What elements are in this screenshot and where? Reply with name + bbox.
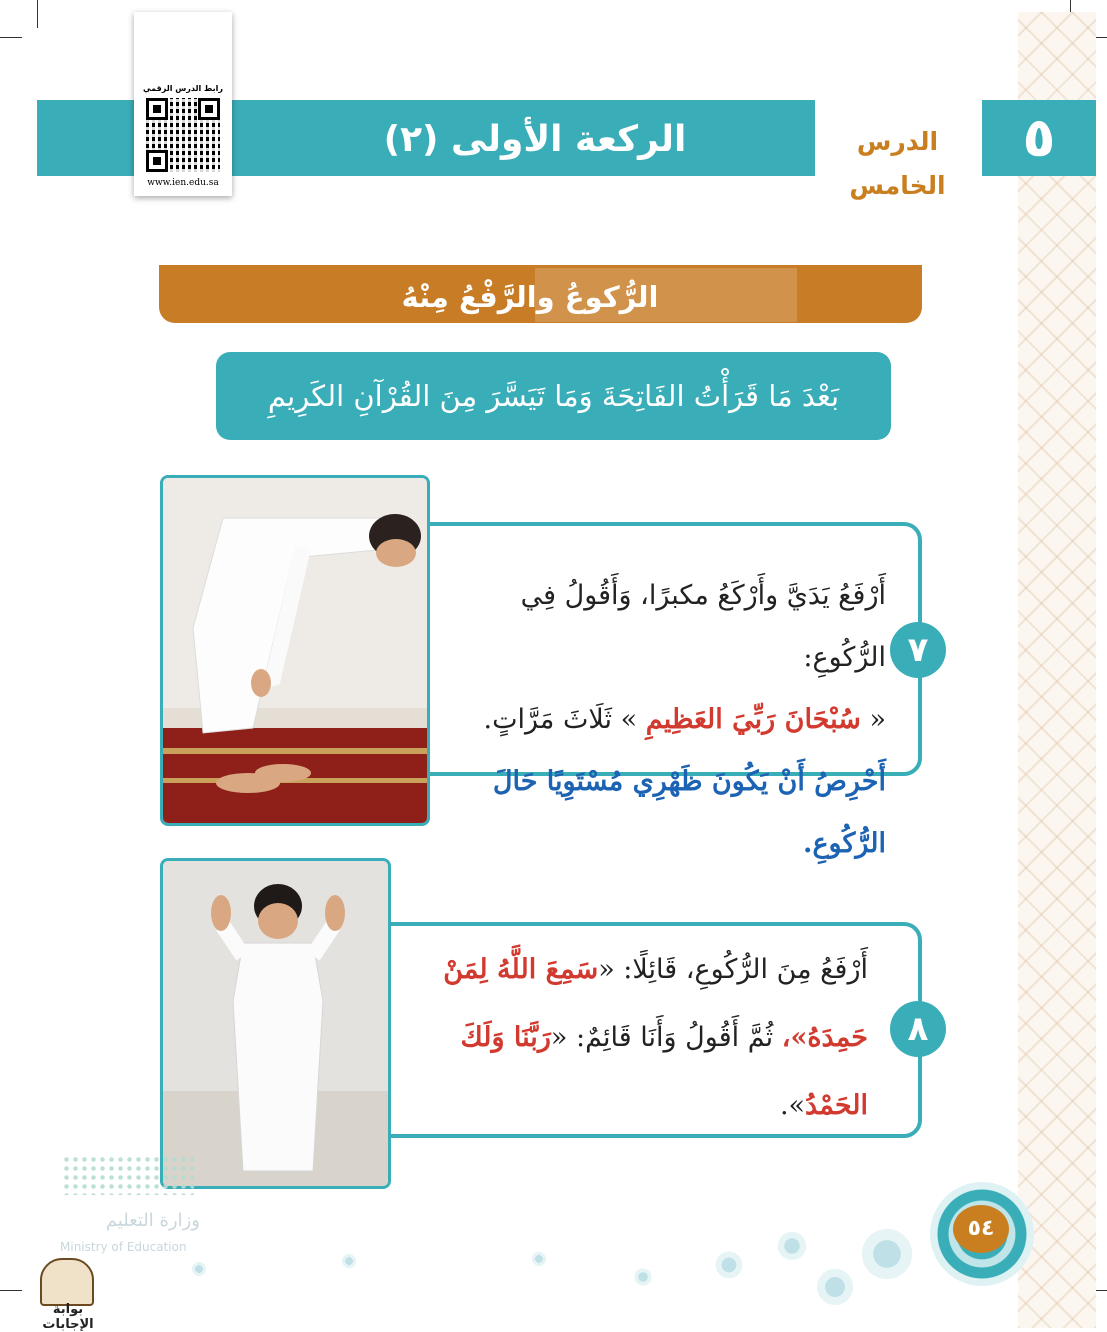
- portal-logo-icon: [40, 1258, 94, 1306]
- step-8-dhikr-2b: الحَمْدُ: [805, 1090, 868, 1121]
- step-7-line-1: أَرْفَعُ يَدَيَّ وأَرْكَعُ مكبرًا، وَأَقُولُ فِي الرُّكُوعِ:: [520, 580, 886, 673]
- portal-name: بوابة الإجابات: [42, 1302, 94, 1332]
- ministry-name-ar: وزارة التعليم: [105, 1210, 200, 1231]
- step-8-line-1-black: أَرْفَعُ مِنَ الرُّكُوعِ، قَائِلًا: «: [598, 954, 868, 985]
- crop-mark: [37, 0, 38, 28]
- step-8-line-2: [400, 1004, 868, 1072]
- standing-illustration: [163, 861, 388, 1186]
- qr-url: www.ien.edu.sa: [147, 178, 219, 188]
- ministry-logo-dots: [62, 1155, 194, 1195]
- lesson-number: ٥: [982, 100, 1096, 176]
- page-number: ٥٤: [953, 1205, 1009, 1253]
- intro-text: بَعْدَ مَا قَرَأْتُ الفَاتِحَةَ وَمَا تَيَسَّرَ مِنَ القُرْآنِ الكَرِيمِ: [267, 379, 840, 413]
- step-8-dhikr-1b: حَمِدَهُ»،: [781, 1022, 868, 1053]
- rosette-decoration: [855, 1222, 919, 1286]
- bowing-illustration: [163, 478, 427, 823]
- step-8-line-2-black: ثُمَّ أَقُولُ وَأَنَا قَائِمٌ: «: [550, 1022, 774, 1053]
- step-8-text: [400, 936, 868, 1140]
- rosette-decoration: [530, 1250, 548, 1268]
- decorative-pattern-strip: [1018, 12, 1096, 1328]
- step-8-line-3: [400, 1072, 868, 1140]
- rosette-decoration: [190, 1260, 208, 1278]
- step-7-times: ثَلَاثَ مَرَّاتٍ.: [483, 704, 613, 735]
- crop-mark: [0, 37, 22, 38]
- ministry-name-en: Ministry of Education: [60, 1240, 187, 1254]
- quote-close: »: [620, 704, 638, 735]
- quote-open: «: [869, 704, 886, 735]
- rosette-decoration: [712, 1248, 746, 1282]
- qr-card[interactable]: [134, 12, 232, 196]
- step-7-line-2: [430, 689, 886, 751]
- lesson-label: الدرس الخامس: [849, 127, 946, 200]
- qr-code-icon[interactable]: [146, 98, 220, 172]
- rosette-decoration: [812, 1264, 858, 1310]
- step-7-tip: أَحْرِصُ أَنْ يَكُونَ ظَهْرِي مُسْتَوِيًا حَالَ الرُّكُوعِ.: [492, 766, 886, 859]
- rosette-decoration: [632, 1266, 654, 1288]
- step-8-line-1: [400, 936, 868, 1004]
- step-8-dhikr-2: رَبَّنَا وَلَكَ: [460, 1022, 551, 1053]
- crop-mark: [0, 1290, 22, 1291]
- section-title: الرُّكوعُ والرَّفْعُ مِنْهُ: [401, 280, 659, 314]
- step-7-text: [430, 565, 886, 875]
- step-8-number: ٨: [890, 1001, 946, 1057]
- rosette-decoration: [340, 1252, 358, 1270]
- photo-boy-bowing: [160, 475, 430, 826]
- qr-caption: رابط الدرس الرقمي: [143, 84, 223, 93]
- step-7-dhikr: سُبْحَانَ رَبِّيَ العَظِيمِ: [645, 704, 861, 735]
- step-8-dhikr-1: سَمِعَ اللَّهُ لِمَنْ: [443, 954, 599, 985]
- rosette-decoration: [774, 1228, 810, 1264]
- lesson-title: الركعة الأولى (٢): [383, 119, 687, 160]
- step-7-number: ٧: [890, 622, 946, 678]
- step-8-line-3-black: ».: [779, 1090, 806, 1121]
- photo-boy-standing: [160, 858, 391, 1189]
